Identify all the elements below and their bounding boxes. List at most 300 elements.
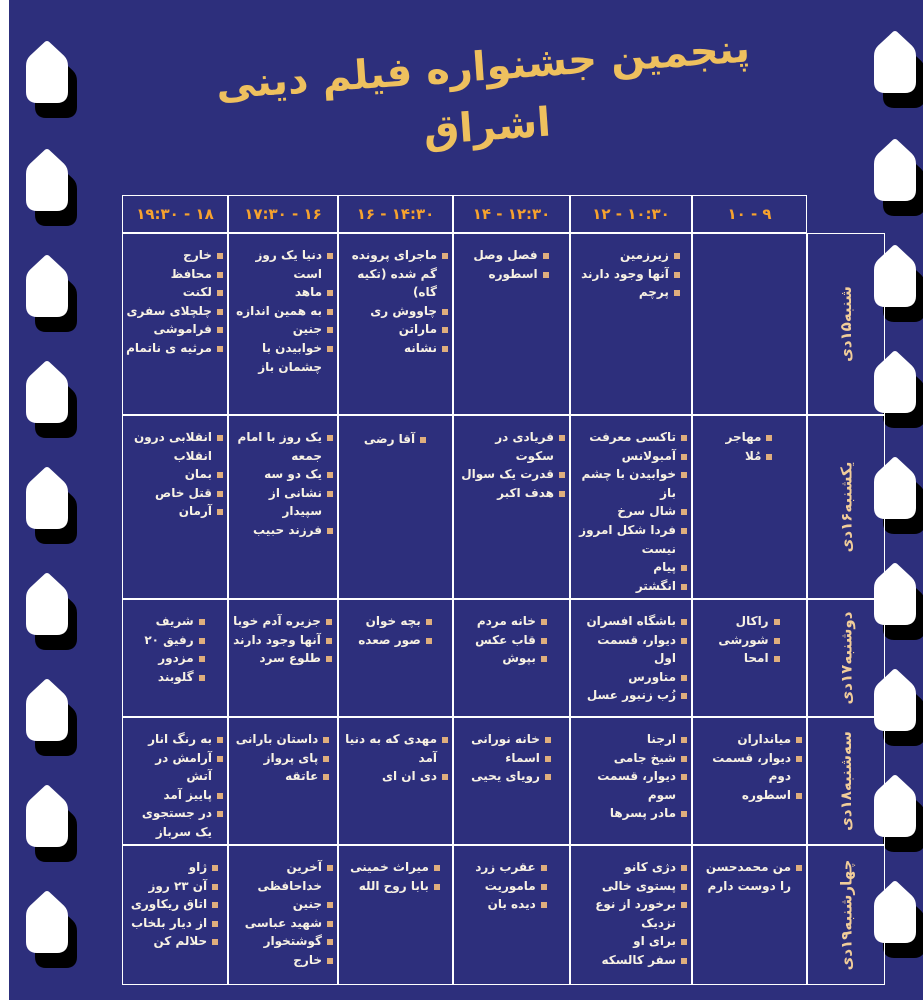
film-item <box>126 749 224 786</box>
bullet-icon <box>681 509 687 515</box>
film-item <box>358 612 433 631</box>
film-title: حلالم کن <box>153 934 208 949</box>
bullet-icon <box>543 253 549 259</box>
film-item <box>574 858 688 877</box>
film-item <box>342 246 449 302</box>
film-item <box>726 447 774 466</box>
film-title: ژاو <box>188 860 208 874</box>
film-item <box>233 612 333 631</box>
film-title: طلوع سرد <box>259 651 321 666</box>
film-item <box>574 521 688 558</box>
schedule-cell <box>122 599 228 717</box>
film-title: برخورد از نوع نزدیک <box>595 897 676 930</box>
bullet-icon <box>796 865 802 871</box>
bullet-icon <box>327 958 333 964</box>
film-title: چلچلای سفری <box>126 303 212 318</box>
film-item <box>471 749 552 768</box>
film-item <box>342 730 449 767</box>
bullet-icon <box>212 884 218 890</box>
film-title: دژی کانو <box>624 860 676 874</box>
film-item <box>126 320 224 339</box>
film-list <box>475 612 548 668</box>
film-title: در جستجوی یک سرباز <box>141 806 212 839</box>
time-header: ۱۴:۳۰ - ۱۶ <box>338 195 453 233</box>
time-header: ۱۸ - ۱۹:۳۰ <box>122 195 228 233</box>
bullet-icon <box>681 435 687 441</box>
film-list <box>718 612 780 668</box>
film-title: لکنت <box>182 285 212 300</box>
film-title: آرمان <box>178 504 212 519</box>
film-title: انقلابی درون انقلاب <box>134 430 212 463</box>
film-title: بچه خوان <box>365 614 421 628</box>
bullet-icon <box>774 638 780 644</box>
bullet-icon <box>674 253 680 259</box>
bullet-icon <box>217 309 223 315</box>
film-item <box>574 749 688 768</box>
bullet-icon <box>323 737 329 743</box>
film-title: نشانه <box>403 340 437 355</box>
film-item <box>232 895 334 914</box>
bullet-icon <box>681 565 687 571</box>
bullet-icon <box>326 619 332 625</box>
bullet-icon <box>541 865 547 871</box>
schedule-cell <box>228 415 338 599</box>
schedule-cell <box>338 845 453 985</box>
film-item <box>232 320 334 339</box>
film-title: میراث خمینی <box>350 860 429 874</box>
film-list <box>236 730 331 786</box>
film-item <box>473 246 549 265</box>
film-title: دیده بان <box>487 897 536 912</box>
film-title: نشانی از سپیدار <box>268 485 322 519</box>
film-item <box>457 465 566 484</box>
film-item <box>475 612 548 631</box>
schedule-cell <box>570 599 692 717</box>
bullet-icon <box>541 884 547 890</box>
schedule-cell <box>692 717 807 845</box>
film-item <box>726 428 774 447</box>
bullet-icon <box>541 619 547 625</box>
film-title: بابا روح الله <box>358 878 429 893</box>
bullet-icon <box>766 435 772 441</box>
film-title: یک روز با امام جمعه <box>237 430 322 463</box>
film-list <box>126 730 224 842</box>
schedule-cell <box>692 599 807 717</box>
bullet-icon <box>681 756 687 762</box>
schedule-cell <box>453 415 570 599</box>
film-title: خارج <box>293 952 322 967</box>
film-item <box>131 932 219 951</box>
bullet-icon <box>681 737 687 743</box>
schedule-cell <box>453 845 570 985</box>
film-item <box>232 302 334 321</box>
film-title: ماجرای پرونده گم شده (تکیه گاه) <box>351 248 437 300</box>
bullet-icon <box>217 435 223 441</box>
film-title: فراموشی <box>153 322 212 337</box>
film-item <box>696 786 803 805</box>
film-item <box>144 649 205 668</box>
bullet-icon <box>681 902 687 908</box>
bullet-icon <box>327 253 333 259</box>
bullet-icon <box>559 491 565 497</box>
film-title: بمان <box>184 467 212 482</box>
film-item <box>696 749 803 786</box>
film-list <box>364 430 427 449</box>
film-list <box>574 858 688 970</box>
film-title: فرزند حبیب <box>253 522 322 537</box>
film-title: میانداران <box>737 732 791 746</box>
film-title: محافظ <box>170 266 212 281</box>
bullet-icon <box>212 939 218 945</box>
bullet-icon <box>217 793 223 799</box>
schedule-cell <box>570 233 692 415</box>
film-item <box>131 895 219 914</box>
schedule-cell <box>122 233 228 415</box>
film-item <box>126 265 224 284</box>
film-title: یک دو سه <box>264 467 322 482</box>
film-item <box>475 858 548 877</box>
film-title: زُب زنبور عسل <box>586 688 676 703</box>
film-item <box>475 877 548 896</box>
schedule-cell <box>122 717 228 845</box>
film-title: مُلا <box>744 448 762 463</box>
film-title: آن ۲۳ روز <box>148 878 208 893</box>
day-label: چهارشنبه۱۹دی <box>837 859 855 971</box>
bullet-icon <box>559 472 565 478</box>
film-item <box>718 612 780 631</box>
film-item <box>126 804 224 841</box>
bullet-icon <box>442 327 448 333</box>
film-title: برای او <box>633 934 676 949</box>
bullet-icon <box>326 638 332 644</box>
film-item <box>126 428 224 465</box>
bullet-icon <box>327 865 333 871</box>
time-header: ۱۶ - ۱۷:۳۰ <box>228 195 338 233</box>
bullet-icon <box>545 756 551 762</box>
film-item <box>574 577 688 596</box>
schedule-cell <box>570 845 692 985</box>
film-title: زیرزمین <box>619 248 669 262</box>
corner-cell <box>807 195 885 233</box>
film-title: آمبولانس <box>621 448 676 463</box>
bullet-icon <box>774 656 780 662</box>
film-item <box>581 283 681 302</box>
bullet-icon <box>681 675 687 681</box>
film-title: مادر پسرها <box>609 806 676 821</box>
bullet-icon <box>327 309 333 315</box>
bullet-icon <box>796 756 802 762</box>
bullet-icon <box>543 272 549 278</box>
dome-icon <box>874 28 923 118</box>
film-title: شریف <box>155 614 194 628</box>
schedule-cell <box>692 233 807 415</box>
film-item <box>342 302 449 321</box>
schedule-cell <box>570 415 692 599</box>
schedule-cell <box>228 845 338 985</box>
film-title: عاتقه <box>285 769 319 784</box>
bullet-icon <box>681 693 687 699</box>
film-item <box>350 877 441 896</box>
film-title: اسطوره <box>488 266 538 281</box>
film-item <box>342 320 449 339</box>
film-title: تاکسی معرفت <box>589 430 676 444</box>
bullet-icon <box>199 656 205 662</box>
bullet-icon <box>327 528 333 534</box>
bullet-icon <box>420 437 426 443</box>
film-item <box>144 668 205 687</box>
film-item <box>574 932 688 951</box>
film-title: گوشتخوار <box>263 934 322 949</box>
film-title: جزیره آدم خوبا <box>233 614 321 628</box>
film-item <box>574 631 688 668</box>
film-item <box>574 465 688 502</box>
film-item <box>232 914 334 933</box>
film-title: متاورس <box>628 669 676 684</box>
film-item <box>574 877 688 896</box>
film-list <box>131 858 219 951</box>
film-item <box>574 502 688 521</box>
schedule-cell <box>692 845 807 985</box>
film-title: پرچم <box>638 285 669 300</box>
film-title: هدف اکبر <box>497 485 554 500</box>
film-title: خانه مردم <box>476 614 536 628</box>
film-title: خوابیدن با چشم باز <box>581 467 676 500</box>
bullet-icon <box>323 756 329 762</box>
film-title: ماراتن <box>398 322 437 337</box>
bullet-icon <box>327 921 333 927</box>
bullet-icon <box>545 737 551 743</box>
left-edge-strip <box>0 0 9 1000</box>
film-list <box>574 428 688 595</box>
film-title: آنها وجود دارند <box>581 266 669 281</box>
time-header: ۱۲:۳۰ - ۱۴ <box>453 195 570 233</box>
film-title: خوابیدن با چشمان باز <box>258 340 322 374</box>
film-item <box>126 484 224 503</box>
dome-icon <box>26 782 82 872</box>
film-title: من محمدحسن را دوست دارم <box>705 860 791 893</box>
film-item <box>232 465 334 484</box>
schedule-cell <box>338 233 453 415</box>
film-title: داستان بارانی <box>235 732 319 746</box>
bullet-icon <box>327 327 333 333</box>
film-title: دی ان ای <box>382 769 437 784</box>
film-title: رویای یحیی <box>471 769 540 784</box>
film-title: دیوار، قسمت اول <box>597 632 676 666</box>
film-title: شیخ جامی <box>613 750 676 765</box>
film-item <box>144 612 205 631</box>
film-list <box>126 246 224 358</box>
film-title: فصل وصل <box>473 248 538 262</box>
day-cell <box>807 233 885 415</box>
film-title: راکال <box>735 614 769 628</box>
film-item <box>718 631 780 650</box>
film-item <box>574 668 688 687</box>
film-item <box>126 465 224 484</box>
film-list <box>350 858 441 895</box>
day-cell <box>807 599 885 717</box>
film-item <box>457 484 566 503</box>
bullet-icon <box>217 491 223 497</box>
film-item <box>342 339 449 358</box>
bullet-icon <box>212 865 218 871</box>
bullet-icon <box>327 290 333 296</box>
film-list <box>473 246 549 283</box>
film-item <box>475 649 548 668</box>
bullet-icon <box>426 638 432 644</box>
schedule-cell <box>338 415 453 599</box>
film-item <box>574 558 688 577</box>
bullet-icon <box>327 939 333 945</box>
film-title: فردا شکل امروز نیست <box>579 522 676 556</box>
film-item <box>350 858 441 877</box>
schedule-cell <box>122 845 228 985</box>
bullet-icon <box>327 902 333 908</box>
film-item <box>574 428 688 447</box>
film-title: اسطوره <box>741 787 791 802</box>
bullet-icon <box>217 253 223 259</box>
bullet-icon <box>442 737 448 743</box>
film-item <box>126 502 224 521</box>
film-item <box>126 730 224 749</box>
bullet-icon <box>681 865 687 871</box>
film-title: خارج <box>183 248 212 262</box>
film-title: دیوار، قسمت دوم <box>712 750 791 784</box>
festival-title: پنجمین جشنواره فیلم دینی اشراق <box>214 25 752 155</box>
bullet-icon <box>434 865 440 871</box>
dome-icon <box>26 146 82 236</box>
bullet-icon <box>681 638 687 644</box>
film-title: ماهد <box>294 285 322 300</box>
day-cell <box>807 415 885 599</box>
film-item <box>126 339 224 358</box>
bullet-icon <box>217 327 223 333</box>
film-item <box>471 767 552 786</box>
film-item <box>126 786 224 805</box>
bullet-icon <box>199 619 205 625</box>
film-item <box>342 767 449 786</box>
film-list <box>126 428 224 521</box>
film-list <box>232 246 334 376</box>
schedule-cell <box>570 717 692 845</box>
film-item <box>574 951 688 970</box>
film-item <box>581 246 681 265</box>
bullet-icon <box>545 774 551 780</box>
film-item <box>574 895 688 932</box>
day-cell <box>807 717 885 845</box>
schedule-cell <box>228 233 338 415</box>
film-item <box>581 265 681 284</box>
bullet-icon <box>217 290 223 296</box>
film-item <box>232 283 334 302</box>
film-title: از دیار بلخاب <box>131 915 208 930</box>
film-item <box>457 428 566 465</box>
film-title: شال سرخ <box>617 504 676 519</box>
bullet-icon <box>681 958 687 964</box>
film-title: امحا <box>743 651 769 666</box>
film-title: دیوار، قسمت سوم <box>597 769 676 802</box>
film-title: انگشتر <box>635 578 676 593</box>
film-title: مهاجر <box>725 430 762 444</box>
bullet-icon <box>681 619 687 625</box>
film-list <box>232 858 334 970</box>
film-title: قتل خاص <box>155 485 212 500</box>
bullet-icon <box>212 921 218 927</box>
film-item <box>126 283 224 302</box>
film-item <box>144 631 205 650</box>
dome-icon <box>26 888 82 978</box>
film-title: آخرین خداحافظی <box>257 860 322 893</box>
film-title: پستوی خالی <box>601 878 676 893</box>
film-list <box>358 612 433 649</box>
film-item <box>574 804 688 823</box>
film-title: جنین <box>292 322 322 337</box>
film-title: بپوش <box>502 651 536 666</box>
film-title: پاییز آمد <box>163 787 212 802</box>
schedule-cell <box>338 717 453 845</box>
film-title: ارجنا <box>646 732 676 746</box>
bullet-icon <box>327 435 333 441</box>
film-item <box>696 730 803 749</box>
dome-icon <box>26 464 82 554</box>
film-item <box>236 730 331 749</box>
dome-icon <box>26 252 82 342</box>
film-title: عقرب زرد <box>475 860 536 874</box>
bullet-icon <box>434 884 440 890</box>
bullet-icon <box>217 811 223 817</box>
dome-icon <box>26 358 82 448</box>
film-item <box>364 430 427 449</box>
time-header: ۹ - ۱۰ <box>692 195 807 233</box>
bullet-icon <box>217 346 223 352</box>
bullet-icon <box>326 656 332 662</box>
film-item <box>232 339 334 376</box>
schedule-table <box>122 195 885 985</box>
film-title: پیام <box>653 560 676 575</box>
bullet-icon <box>217 472 223 478</box>
film-list <box>726 428 774 465</box>
bullet-icon <box>774 619 780 625</box>
film-title: باشگاه افسران <box>586 614 676 628</box>
film-item <box>236 767 331 786</box>
film-item <box>126 302 224 321</box>
film-list <box>475 858 548 914</box>
bullet-icon <box>541 656 547 662</box>
bullet-icon <box>681 472 687 478</box>
film-item <box>131 858 219 877</box>
film-list <box>696 730 803 804</box>
bullet-icon <box>796 737 802 743</box>
dome-icon <box>26 676 82 766</box>
schedule-cell <box>692 415 807 599</box>
film-title: قاب عکس <box>475 632 536 647</box>
day-label: دوشنبه۱۷دی <box>836 611 855 705</box>
bullet-icon <box>217 509 223 515</box>
bullet-icon <box>681 774 687 780</box>
schedule-cell <box>122 415 228 599</box>
film-title: دنیا یک روز است <box>255 248 322 281</box>
dome-icon <box>26 570 82 660</box>
bullet-icon <box>323 774 329 780</box>
film-title: به رنگ انار <box>148 732 212 746</box>
film-item <box>696 858 803 895</box>
film-title: قدرت یک سوال <box>461 467 554 482</box>
film-title: چاووش ری <box>370 303 437 318</box>
bullet-icon <box>796 793 802 799</box>
bullet-icon <box>217 272 223 278</box>
film-list <box>233 612 333 668</box>
film-title: شهید عباسی <box>244 915 322 930</box>
film-title: آنها وجود دارند <box>233 632 321 647</box>
